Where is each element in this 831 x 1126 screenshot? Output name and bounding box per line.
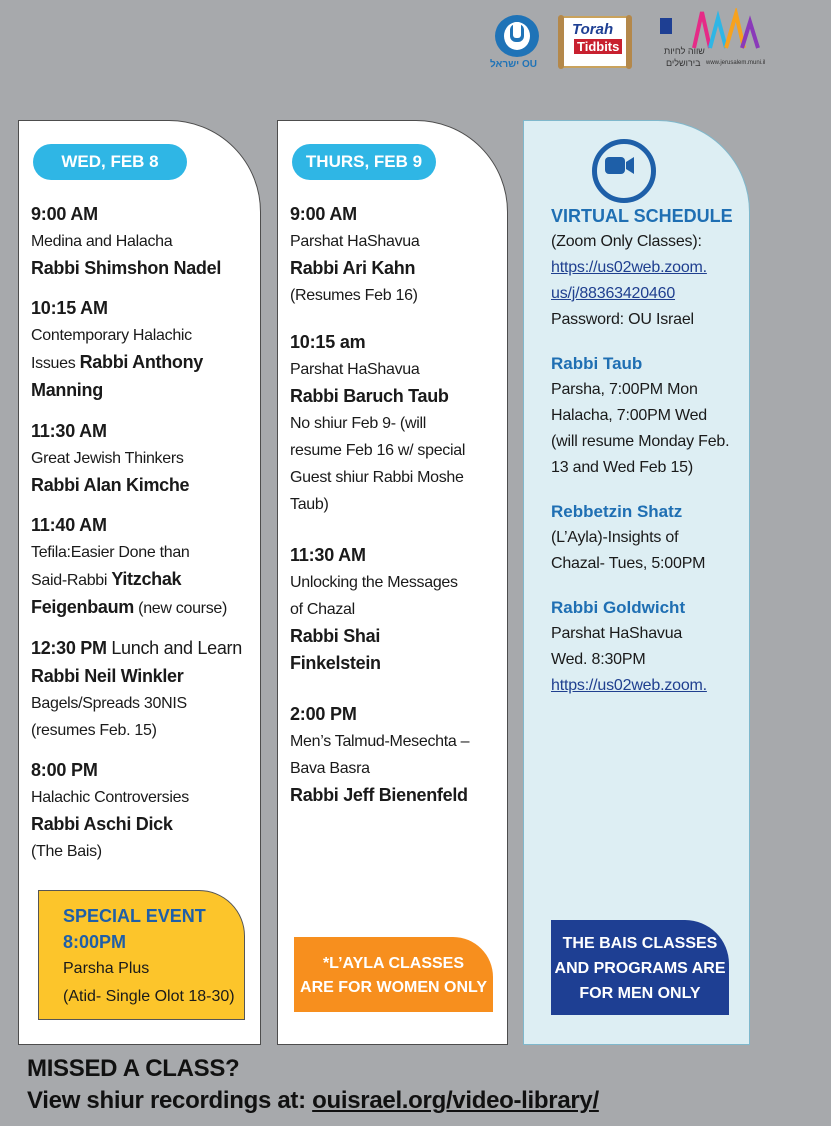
class-note: (new course) (134, 600, 228, 617)
tidbits-logo-word: Tidbits (574, 39, 622, 54)
class-rabbi: Rabbi Ari Kahn (290, 258, 416, 278)
class-time: 10:15 AM (31, 298, 108, 318)
virtual-class-line: Chazal- Tues, 5:00PM (551, 555, 706, 572)
class-rabbi: Rabbi Baruch Taub (290, 386, 449, 406)
virtual-class-line: (will resume Monday Feb. (551, 433, 730, 450)
class-note: (Resumes Feb 16) (290, 287, 418, 304)
class-time: 2:00 PM (290, 704, 357, 724)
special-event-box (38, 890, 245, 1020)
thursday-column (277, 120, 508, 1045)
bais-notice-line1: THE BAIS CLASSES (562, 935, 718, 952)
class-rabbi-cont (31, 594, 250, 622)
thursday-date-pill: THURS, FEB 9 (292, 144, 436, 180)
class-title: Parshat HaShavua (290, 361, 420, 378)
zoom-link[interactable] (551, 255, 743, 281)
class-note: Taub) (290, 496, 329, 513)
class-rabbi: Rabbi Anthony Manning (31, 352, 204, 400)
class-entry (31, 512, 250, 622)
class-time: 10:15 am (290, 332, 366, 352)
virtual-class-shatz (551, 499, 743, 577)
thursday-entries (290, 201, 497, 822)
virtual-rabbi-name: Rebbetzin Shatz (551, 502, 683, 521)
virtual-class-goldwicht (551, 595, 743, 699)
class-time: 11:30 AM (290, 545, 366, 565)
footer-recordings-line (27, 1085, 599, 1117)
virtual-class-line: Halacha, 7:00PM Wed (551, 407, 707, 424)
class-rabbi-surname: Feigenbaum (31, 597, 135, 617)
virtual-class-line: (L’Ayla)-Insights of (551, 529, 679, 546)
jerusalem-logo-url: www.jerusalem.muni.il (706, 60, 766, 66)
zoom-link-part2[interactable]: us/j/88363420460 (551, 285, 676, 302)
virtual-rabbi-name: Rabbi Taub (551, 354, 643, 373)
class-rabbi: Rabbi Shimshon Nadel (31, 258, 222, 278)
class-rabbi: Rabbi Aschi Dick (31, 814, 173, 834)
ou-logo-text: ישראל OU (490, 59, 537, 70)
class-entry (31, 295, 250, 405)
class-entry (290, 542, 497, 677)
class-time: 12:30 PM (31, 638, 107, 658)
class-time: 9:00 AM (290, 204, 357, 224)
class-title: Parshat HaShavua (290, 233, 420, 250)
virtual-rabbi-name: Rabbi Goldwicht (551, 598, 686, 617)
bais-notice-box (551, 920, 729, 1015)
wednesday-date-pill: WED, FEB 8 (33, 144, 187, 180)
special-event-audience: (Atid- Single Olot 18-30) (63, 988, 235, 1005)
virtual-class-line: Parsha, 7:00PM Mon (551, 381, 698, 398)
ou-israel-logo (492, 14, 542, 74)
video-library-link[interactable]: ouisrael.org/video-library/ (312, 1087, 599, 1114)
wednesday-entries (31, 201, 250, 878)
class-time: 11:40 AM (31, 515, 107, 535)
class-title-tail: Issues (31, 355, 80, 372)
jerusalem-municipality-logo (654, 8, 772, 70)
class-title: Bava Basra (290, 760, 370, 777)
layla-notice-box (294, 937, 493, 1012)
special-event-name: Parsha Plus (63, 960, 150, 977)
virtual-class-line: 13 and Wed Feb 15) (551, 459, 693, 476)
class-title: Unlocking the Messages (290, 574, 458, 591)
class-title-cont (31, 349, 250, 405)
class-title: Contemporary Halachic (31, 327, 192, 344)
class-title: Tefila:Easier Done than (31, 544, 190, 561)
torah-tidbits-logo (556, 13, 634, 71)
layla-notice-line1: *L’AYLA CLASSES (322, 955, 465, 972)
class-note: (resumes Feb. 15) (31, 722, 157, 739)
special-event-title: SPECIAL EVENT (63, 906, 206, 926)
virtual-schedule-content (551, 203, 743, 717)
class-title: of Chazal (290, 601, 355, 618)
class-title-tail: Said-Rabbi (31, 572, 112, 589)
class-title: Medina and Halacha (31, 233, 173, 250)
class-rabbi: Yitzchak (111, 569, 182, 589)
class-time: 11:30 AM (31, 421, 107, 441)
class-rabbi: Rabbi Neil Winkler (31, 666, 184, 686)
video-camera-icon (592, 139, 656, 203)
torah-logo-word: Torah (572, 21, 614, 38)
class-rabbi: Rabbi Shai (290, 626, 381, 646)
jerusalem-logo-text2: בירושלים (666, 58, 701, 68)
virtual-intro-text: (Zoom Only Classes): (551, 233, 702, 250)
class-rabbi: Rabbi Jeff Bienenfeld (290, 785, 468, 805)
class-entry (290, 201, 497, 309)
virtual-schedule-title: VIRTUAL SCHEDULE (551, 206, 733, 226)
class-entry (31, 201, 250, 282)
class-title: Lunch and Learn (106, 638, 242, 658)
class-entry (31, 418, 250, 499)
class-entry (31, 757, 250, 865)
class-entry (31, 635, 250, 744)
bais-notice-line2: AND PROGRAMS ARE (554, 960, 726, 977)
jerusalem-logo-text1: שווה לחיות (664, 46, 705, 56)
class-note: Guest shiur Rabbi Moshe (290, 469, 464, 486)
goldwicht-zoom-link-text[interactable]: https://us02web.zoom. (551, 677, 707, 694)
class-note: resume Feb 16 w/ special (290, 442, 466, 459)
class-rabbi-surname: Finkelstein (290, 653, 381, 673)
class-note: No shiur Feb 9- (will (290, 415, 426, 432)
class-title: Great Jewish Thinkers (31, 450, 184, 467)
zoom-link-cont[interactable] (551, 281, 743, 307)
zoom-link-part1[interactable]: https://us02web.zoom. (551, 259, 707, 276)
class-note: (The Bais) (31, 843, 102, 860)
class-time: 8:00 PM (31, 760, 98, 780)
virtual-class-taub (551, 351, 743, 481)
class-title-cont (31, 566, 250, 594)
virtual-intro (551, 203, 743, 333)
virtual-class-line: Parshat HaShavua (551, 625, 683, 642)
class-time: 9:00 AM (31, 204, 98, 224)
footer-recordings-prefix: View shiur recordings at: (27, 1087, 313, 1114)
class-entry (290, 329, 497, 518)
class-entry (290, 701, 497, 809)
layla-notice-line2: ARE FOR WOMEN ONLY (300, 979, 487, 996)
class-note: Bagels/Spreads 30NIS (31, 695, 187, 712)
virtual-schedule-column (523, 120, 750, 1045)
class-time-line (31, 635, 250, 663)
virtual-class-line: Wed. 8:30PM (551, 651, 646, 668)
bais-notice-line3: FOR MEN ONLY (579, 985, 701, 1002)
zoom-password: Password: OU Israel (551, 311, 694, 328)
class-title: Men’s Talmud-Mesechta – (290, 733, 470, 750)
footer-missed-class: MISSED A CLASS? (27, 1055, 240, 1082)
goldwicht-zoom-link[interactable] (551, 673, 743, 699)
special-event-time: 8:00PM (63, 932, 127, 952)
class-rabbi: Rabbi Alan Kimche (31, 475, 190, 495)
footer (27, 1053, 599, 1117)
class-title: Halachic Controversies (31, 789, 189, 806)
